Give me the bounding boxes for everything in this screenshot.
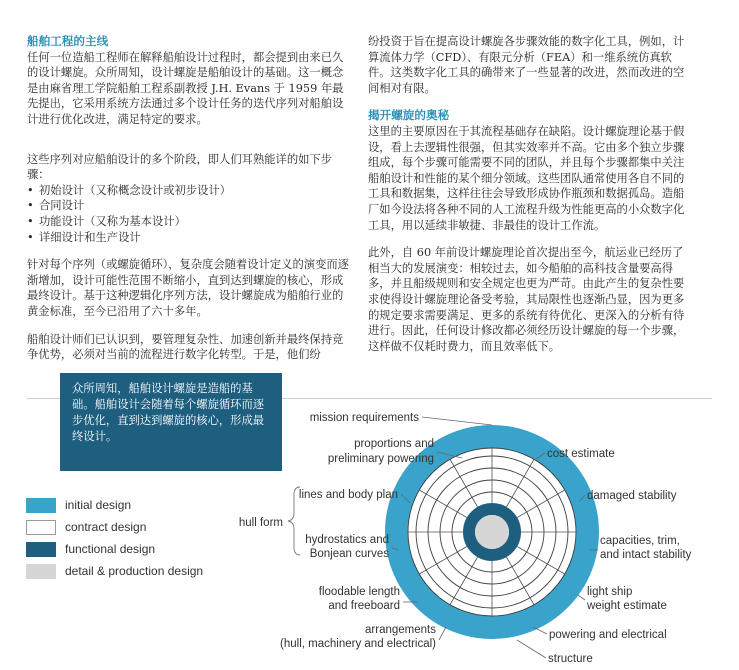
paragraph: 这里的主要原因在于其流程基础存在缺陷。设计螺旋理论基于假设，看上去逻辑性很强，但其实效率并不高。它由多个独立步骤组成，每个步骤可能需要不同的团队，并且每个步骤都集中关注船舶设计和性能的某个细分领域。这些团队通常使用各自不同的工具和数据集，这样往往会导致形成协作瓶颈和数据孤岛。造船厂如今设法将各种不同的人工流程升级为性能更高的小众数字化工具，用以延续非敏捷、非最佳的设计工作流。	[368, 124, 685, 232]
legend-label: detail & production design	[65, 564, 204, 578]
list-item: • 功能设计（又称为基本设计）	[27, 214, 353, 230]
label-light-ship-line2: weight estimate	[587, 600, 667, 612]
label-cost-estimate: cost estimate	[547, 448, 615, 460]
paragraph: 纷投资于旨在提高设计螺旋各步骤效能的数字化工具，例如，计算流体力学（CFD）、有限元分析（FEA）和一维系统仿真软件。这类数字化工具的确带来了一些显著的改进，然而改进的空间相对有限。	[368, 35, 685, 95]
label-proportions-line2: preliminary powering	[327, 453, 434, 465]
label-floodable-line2: and freeboard	[328, 600, 400, 612]
paragraph: 这些序列对应船舶设计的多个阶段，即人们耳熟能详的如下步骤：	[27, 152, 333, 182]
label-mission-requirements: mission requirements	[309, 412, 419, 424]
detail-production-center	[475, 515, 509, 549]
pull-quote-text: 众所周知，船舶设计螺旋是造船的基础。船舶设计会随着每个螺旋循环而逐步优化，直到达到螺旋的核心，形成最终设计。	[72, 382, 265, 443]
label-proportions-line1: proportions and	[354, 438, 434, 450]
legend-label: initial design	[65, 498, 132, 512]
label-arrangements-line2: (hull, machinery and electrical)	[280, 638, 436, 650]
label-arrangements-line1: arrangements	[365, 624, 436, 636]
section-heading-main-line: 船舶工程的主线	[27, 34, 109, 48]
label-powering-electrical: powering and electrical	[549, 629, 667, 641]
label-structure: structure	[548, 653, 593, 665]
label-capacities-line2: and intact stability	[600, 549, 692, 561]
label-hydrostatics-line2: Bonjean curves	[309, 548, 389, 560]
leader-line	[533, 627, 547, 634]
paragraph: 针对每个序列（或螺旋循环），复杂度会随着设计定义的演变而逐渐增加，设计可能性范围不断缩小，直到达到螺旋的核心，形成最终设计。基于这种逻辑化序列方法，设计螺旋成为船舶行业的黄金标准，至今已沿用了六十多年。	[27, 258, 349, 318]
paragraph: 任何一位造船工程师在解释船舶设计过程时，都会提到由来已久的设计螺旋。众所周知，设计螺旋是船舶设计的基础。这一概念是由麻省理工学院船舶工程系副教授 J.H. Evans 于 1959 年最先提出，它采用系统方法通过多个设计任务的迭代序列对船舶设计进行优化改进，满足特定的要求。	[27, 50, 344, 126]
label-capacities-line1: capacities, trim,	[600, 535, 680, 547]
legend-label: contract design	[65, 520, 147, 534]
label-floodable-line1: floodable length	[318, 586, 400, 598]
section-heading-spiral-mystery: 揭开螺旋的奥秘	[368, 108, 450, 123]
list-item: • 详细设计和生产设计	[27, 230, 353, 246]
legend-label: functional design	[65, 542, 156, 556]
label-lines-body-plan: lines and body plan	[298, 489, 398, 501]
leader-line	[517, 640, 546, 658]
label-damaged-stability: damaged stability	[587, 490, 677, 502]
leader-line	[439, 627, 446, 640]
paragraph: 此外，自 60 年前设计螺旋理论首次提出至今，航运业已经历了相当大的发展演变：相较过去，如今船舶的高科技含量要高得多，并且船级规则和安全规定也更为严苛。由此产生的复杂性要求使得设计螺旋理论备受考验，其局限性也逐渐凸显，因为更多的规定要求需要满足、更多的系统有待优化、更深入的分析有待进行。因此，任何设计修改都必须经历设计螺旋的每一个步骤，这样做不仅耗时费力，而且效率低下。	[368, 246, 685, 353]
label-light-ship-line1: light ship	[587, 586, 633, 598]
label-hull-form: hull form	[238, 517, 283, 529]
list-item: • 合同设计	[27, 198, 353, 214]
paragraph: 船舶设计师们已认识到，要管理复杂性、加速创新并最终保持竞争优势，必须对当前的流程进行数字化转型。于是，他们纷	[27, 332, 344, 362]
leader-line	[422, 417, 492, 425]
leader-line	[578, 595, 585, 600]
list-item: • 初始设计（又称概念设计或初步设计）	[27, 183, 353, 199]
label-hydrostatics-line1: hydrostatics and	[305, 534, 389, 546]
